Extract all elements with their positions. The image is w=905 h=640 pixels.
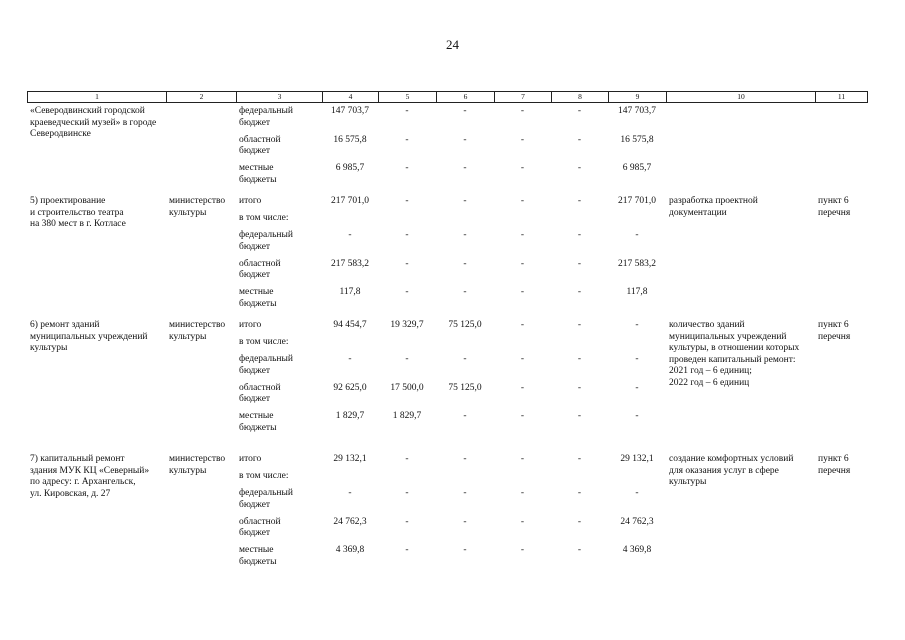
budget-rows bbox=[0, 106, 905, 192]
value-cell: - bbox=[463, 230, 467, 240]
value-cell: 217 701,0 bbox=[331, 196, 369, 206]
basis-line: пункт 6 bbox=[818, 196, 849, 206]
value-cell: 147 703,7 bbox=[618, 106, 656, 116]
budget-label-line: в том числе: bbox=[239, 337, 289, 347]
budget-label bbox=[239, 163, 319, 186]
value-cell: - bbox=[463, 488, 467, 498]
result-line: разработка проектной bbox=[669, 196, 758, 206]
value-cell: 147 703,7 bbox=[331, 106, 369, 116]
value-cell: 17 500,0 bbox=[390, 382, 424, 393]
table-header-row bbox=[27, 91, 868, 103]
item-name-line: по адресу: г. Архангельск, bbox=[30, 477, 136, 487]
basis-line: перечня bbox=[818, 465, 851, 476]
budget-label-line: местные bbox=[239, 545, 274, 555]
value-cell: 75 125,0 bbox=[448, 382, 482, 393]
agency-line: культуры bbox=[169, 331, 207, 342]
budget-label-line: бюджеты bbox=[239, 422, 277, 433]
item-name-line: 7) капитальный ремонт bbox=[30, 454, 125, 464]
value-cell: 94 454,7 bbox=[333, 320, 367, 330]
basis-reference bbox=[818, 320, 866, 343]
budget-label-line: бюджет bbox=[239, 499, 271, 510]
item-name-line: на 380 мест в г. Котласе bbox=[30, 219, 126, 229]
value-cell: - bbox=[463, 106, 467, 116]
agency-line: министерство bbox=[169, 454, 226, 464]
value-cell: - bbox=[520, 320, 525, 330]
value-cell: - bbox=[635, 488, 639, 498]
value-cell: - bbox=[635, 382, 639, 393]
value-cell: 16 575,8 bbox=[333, 134, 367, 145]
header-cell: 1 bbox=[28, 92, 167, 102]
value-cell: - bbox=[577, 230, 582, 240]
result-line: количество зданий bbox=[669, 320, 745, 330]
value-cell: 75 125,0 bbox=[448, 320, 482, 330]
budget-row bbox=[0, 545, 905, 574]
value-cell: - bbox=[463, 258, 467, 269]
basis-line: перечня bbox=[818, 331, 851, 342]
basis-line: перечня bbox=[818, 207, 851, 218]
value-cell: 1 829,7 bbox=[335, 411, 365, 421]
value-cell: - bbox=[577, 258, 582, 269]
value-cell: - bbox=[405, 106, 409, 116]
budget-label-line: бюджет bbox=[239, 117, 271, 128]
budget-label-line: бюджет bbox=[239, 365, 271, 376]
budget-row bbox=[0, 259, 905, 288]
budget-label bbox=[239, 213, 319, 225]
budget-row bbox=[0, 411, 905, 440]
result-line: культуры, в отношении которых bbox=[669, 343, 800, 353]
header-cell: 8 bbox=[552, 92, 609, 102]
header-cell: 11 bbox=[837, 92, 846, 101]
budget-row bbox=[0, 287, 905, 316]
value-cell: - bbox=[463, 287, 467, 297]
budget-label bbox=[239, 106, 319, 129]
value-cell: - bbox=[520, 516, 525, 527]
budget-label-line: федеральный bbox=[239, 230, 293, 240]
budget-label-line: местные bbox=[239, 411, 274, 421]
result-line: 2021 год – 6 единиц; bbox=[669, 366, 752, 376]
value-cell: - bbox=[405, 134, 409, 145]
budget-row bbox=[0, 163, 905, 192]
basis-line: пункт 6 bbox=[818, 320, 849, 330]
value-cell: - bbox=[405, 354, 409, 364]
value-cell: - bbox=[405, 287, 409, 297]
budget-label-line: бюджет bbox=[239, 241, 271, 252]
value-cell: - bbox=[520, 258, 525, 269]
budget-label bbox=[239, 135, 319, 158]
page-number: 24 bbox=[446, 37, 459, 52]
value-cell: - bbox=[577, 545, 582, 555]
value-cell: - bbox=[520, 354, 525, 364]
budget-label-line: бюджеты bbox=[239, 298, 277, 309]
value-cell: 117,8 bbox=[339, 287, 361, 297]
basis-reference bbox=[818, 454, 866, 477]
header-cell: 7 bbox=[495, 92, 552, 102]
budget-label-line: бюджет bbox=[239, 270, 271, 280]
budget-row bbox=[0, 488, 905, 517]
budget-label bbox=[239, 230, 319, 253]
budget-label bbox=[239, 259, 319, 282]
value-cell: - bbox=[635, 354, 639, 364]
budget-row bbox=[0, 230, 905, 259]
value-cell: - bbox=[577, 163, 582, 173]
header-cell: 3 bbox=[237, 92, 323, 102]
value-cell: - bbox=[348, 488, 352, 498]
budget-label-line: областной bbox=[239, 134, 281, 145]
budget-label bbox=[239, 196, 319, 208]
value-cell: - bbox=[577, 196, 582, 206]
value-cell: - bbox=[463, 454, 467, 464]
header-cell: 6 bbox=[437, 92, 495, 102]
budget-label-line: в том числе: bbox=[239, 213, 289, 223]
value-cell: - bbox=[635, 230, 639, 240]
result-line: создание комфортных условий bbox=[669, 454, 794, 464]
value-cell: 16 575,8 bbox=[620, 134, 654, 145]
budget-label-line: в том числе: bbox=[239, 471, 289, 481]
result-line: для оказания услуг в сфере bbox=[669, 465, 779, 476]
result-indicator bbox=[669, 454, 815, 489]
value-cell: - bbox=[405, 516, 409, 527]
budget-label-line: областной bbox=[239, 516, 281, 527]
value-cell: - bbox=[520, 134, 525, 145]
value-cell: 117,8 bbox=[626, 287, 648, 297]
agency-line: министерство bbox=[169, 196, 226, 206]
value-cell: - bbox=[577, 287, 582, 297]
value-cell: - bbox=[463, 134, 467, 145]
item-name-line: и строительство театра bbox=[30, 207, 124, 218]
result-indicator bbox=[669, 196, 815, 219]
budget-label-line: областной bbox=[239, 382, 281, 393]
header-cell: 5 bbox=[379, 92, 437, 102]
budget-label bbox=[239, 545, 319, 568]
value-cell: - bbox=[635, 411, 639, 421]
budget-row bbox=[0, 517, 905, 546]
value-cell: 217 583,2 bbox=[618, 258, 656, 269]
budget-label bbox=[239, 354, 319, 377]
value-cell: - bbox=[520, 382, 525, 393]
result-line: документации bbox=[669, 207, 727, 218]
item-name-line: культуры bbox=[30, 343, 68, 353]
value-cell: 19 329,7 bbox=[390, 320, 424, 330]
budget-label-line: бюджет bbox=[239, 528, 271, 538]
value-cell: - bbox=[463, 545, 467, 555]
agency-line: министерство bbox=[169, 320, 226, 330]
value-cell: - bbox=[463, 411, 467, 421]
header-cell: 4 bbox=[323, 92, 379, 102]
budget-label-line: бюджеты bbox=[239, 556, 277, 567]
value-cell: - bbox=[463, 163, 467, 173]
value-cell: - bbox=[577, 106, 582, 116]
item-name-line: 6) ремонт зданий bbox=[30, 320, 100, 330]
value-cell: - bbox=[520, 411, 525, 421]
budget-label-line: федеральный bbox=[239, 488, 293, 498]
budget-label-line: федеральный bbox=[239, 354, 293, 364]
value-cell: - bbox=[405, 545, 409, 555]
budget-label-line: бюджеты bbox=[239, 174, 277, 185]
budget-label bbox=[239, 383, 319, 406]
value-cell: 24 762,3 bbox=[333, 516, 367, 527]
value-cell: 6 985,7 bbox=[622, 163, 652, 173]
agency-line: культуры bbox=[169, 207, 207, 218]
budget-label-line: местные bbox=[239, 163, 274, 173]
value-cell: - bbox=[577, 516, 582, 527]
header-cell: 2 bbox=[167, 92, 237, 102]
value-cell: - bbox=[520, 488, 525, 498]
value-cell: - bbox=[520, 196, 525, 206]
budget-label bbox=[239, 411, 319, 434]
value-cell: - bbox=[520, 106, 525, 116]
budget-row bbox=[0, 106, 905, 135]
value-cell: - bbox=[577, 454, 582, 464]
value-cell: - bbox=[577, 382, 582, 393]
budget-label-line: местные bbox=[239, 287, 274, 297]
budget-label bbox=[239, 471, 319, 483]
value-cell: - bbox=[520, 230, 525, 240]
header-cell: 10 bbox=[667, 92, 816, 102]
value-cell: - bbox=[405, 488, 409, 498]
value-cell: - bbox=[520, 545, 525, 555]
value-cell: 29 132,1 bbox=[620, 454, 654, 464]
value-cell: - bbox=[348, 230, 352, 240]
value-cell: - bbox=[577, 411, 582, 421]
value-cell: 217 701,0 bbox=[618, 196, 656, 206]
value-cell: 29 132,1 bbox=[333, 454, 367, 464]
value-cell: - bbox=[405, 230, 409, 240]
result-line: 2022 год – 6 единиц bbox=[669, 377, 750, 388]
value-cell: 1 829,7 bbox=[392, 411, 422, 421]
basis-line: пункт 6 bbox=[818, 454, 849, 464]
value-cell: - bbox=[463, 196, 467, 206]
item-name-line: «Северодвинский городской bbox=[30, 106, 145, 116]
basis-reference bbox=[818, 196, 866, 219]
item-name-line: Северодвинске bbox=[30, 129, 91, 139]
budget-label-line: областной bbox=[239, 258, 281, 269]
value-cell: - bbox=[577, 354, 582, 364]
budget-label-line: бюджет bbox=[239, 146, 271, 156]
value-cell: - bbox=[405, 258, 409, 269]
value-cell: 4 369,8 bbox=[622, 545, 652, 555]
budget-label-line: итого bbox=[239, 320, 262, 330]
budget-label-line: итого bbox=[239, 196, 262, 206]
item-name-line: муниципальных учреждений bbox=[30, 331, 148, 342]
value-cell: - bbox=[405, 163, 409, 173]
value-cell: 217 583,2 bbox=[331, 258, 369, 269]
budget-label bbox=[239, 454, 319, 466]
value-cell: 92 625,0 bbox=[333, 382, 367, 393]
agency-line: культуры bbox=[169, 465, 207, 476]
budget-label bbox=[239, 517, 319, 540]
budget-label bbox=[239, 337, 319, 349]
result-line: муниципальных учреждений bbox=[669, 331, 787, 342]
budget-label bbox=[239, 320, 319, 332]
item-name-line: здания МУК КЦ «Северный» bbox=[30, 465, 150, 476]
result-line: проведен капитальный ремонт: bbox=[669, 354, 796, 365]
budget-label bbox=[239, 488, 319, 511]
value-cell: - bbox=[348, 354, 352, 364]
budget-label-line: федеральный bbox=[239, 106, 293, 116]
value-cell: - bbox=[577, 320, 582, 330]
value-cell: - bbox=[577, 134, 582, 145]
budget-row bbox=[0, 135, 905, 164]
value-cell: - bbox=[405, 454, 409, 464]
value-cell: - bbox=[463, 354, 467, 364]
item-name-line: 5) проектирование bbox=[30, 196, 106, 206]
value-cell: - bbox=[520, 163, 525, 173]
value-cell: - bbox=[635, 320, 639, 330]
result-indicator bbox=[669, 320, 815, 389]
item-name-line: краеведческий музей» в городе bbox=[30, 117, 157, 128]
budget-label-line: итого bbox=[239, 454, 262, 464]
value-cell: 4 369,8 bbox=[335, 545, 365, 555]
value-cell: - bbox=[520, 454, 525, 464]
budget-label-line: бюджет bbox=[239, 394, 271, 404]
value-cell: - bbox=[405, 196, 409, 206]
budget-label bbox=[239, 287, 319, 310]
result-line: культуры bbox=[669, 477, 707, 487]
header-cell: 9 bbox=[609, 92, 667, 102]
value-cell: - bbox=[520, 287, 525, 297]
value-cell: 6 985,7 bbox=[335, 163, 365, 173]
value-cell: - bbox=[463, 516, 467, 527]
value-cell: 24 762,3 bbox=[620, 516, 654, 527]
item-name-line: ул. Кировская, д. 27 bbox=[30, 488, 111, 499]
value-cell: - bbox=[577, 488, 582, 498]
